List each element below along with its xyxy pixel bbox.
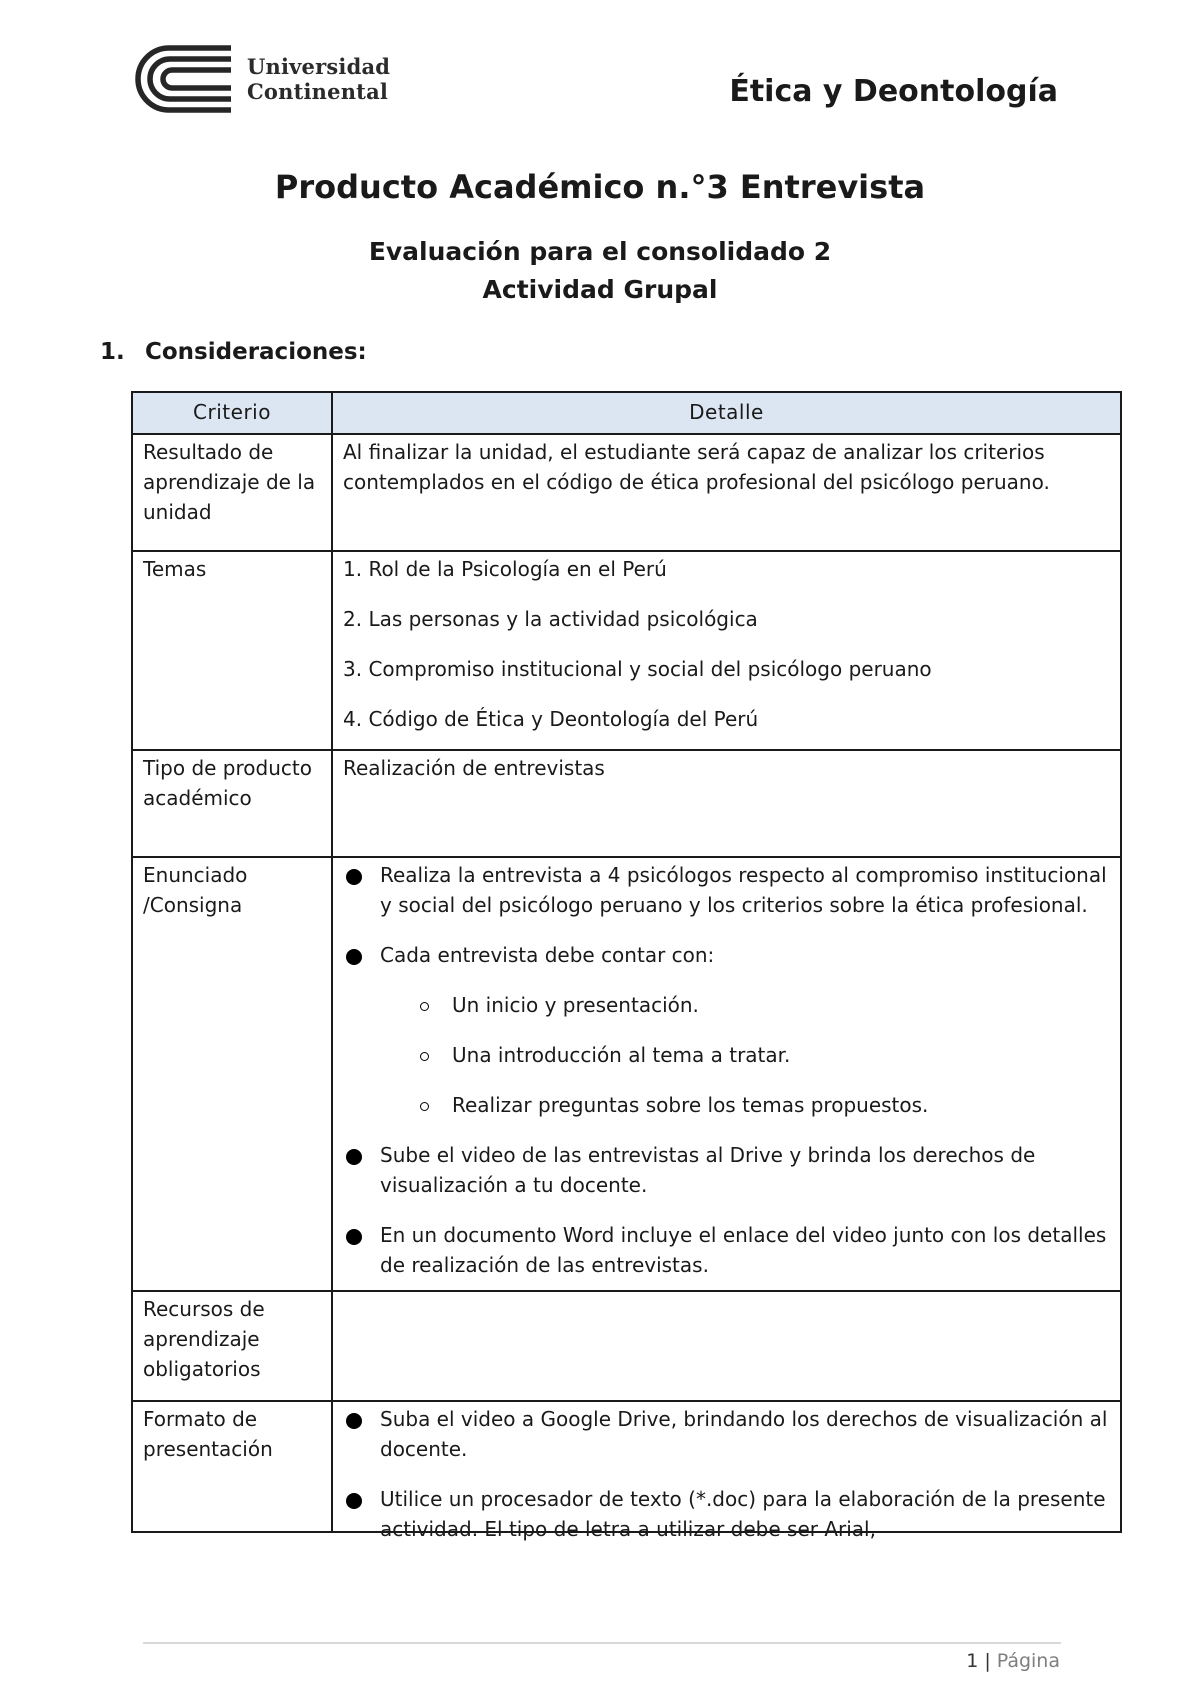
table-row (132, 1401, 1121, 1532)
continental-logo-icon (143, 44, 235, 114)
sub-bullet-text: Un inicio y presentación. (452, 993, 699, 1017)
criterio-cell: Enunciado /Consigna (132, 857, 332, 1291)
detalle-clip (343, 1404, 1110, 1541)
sub-list-item (416, 1040, 1110, 1070)
detalle-cell (332, 1291, 1121, 1401)
bullet-text: Realiza la entrevista a 4 psicólogos respecto al compromiso institucional y social del psicólogo peruano y los criterios sobre la ética profesional. (380, 863, 1107, 917)
criterio-cell: Resultado de aprendizaje de la unidad (132, 434, 332, 551)
sub-list-item (416, 1090, 1110, 1120)
criterio-cell: Recursos de aprendizaje obligatorios (132, 1291, 332, 1401)
table-row (132, 1291, 1121, 1401)
subtitle-line-1: Evaluación para el consolidado 2 (368, 237, 832, 266)
bullet-icon (346, 949, 362, 965)
detalle-cell (332, 1401, 1121, 1541)
university-logo (143, 44, 390, 114)
bullet-text: Cada entrevista debe contar con: (380, 943, 715, 967)
footer-divider (143, 1642, 1061, 1644)
circle-bullet-icon (420, 1052, 429, 1061)
tema-item: 3. Compromiso institucional y social del psicólogo peruano (343, 657, 932, 681)
list-item (343, 1484, 1110, 1544)
list-item (343, 1140, 1110, 1200)
document-title: Producto Académico n.°3 Entrevista (274, 168, 926, 206)
considerations-table (131, 391, 1122, 1541)
footer-separator: | (984, 1650, 991, 1672)
detalle-cell: Realización de entrevistas (332, 750, 1121, 857)
table-row (132, 551, 1121, 750)
header-detalle: Detalle (332, 392, 1121, 434)
bullet-icon (346, 1229, 362, 1245)
page-label: Página (996, 1650, 1060, 1672)
criterio-cell: Temas (132, 551, 332, 750)
bullet-text: En un documento Word incluye el enlace del video junto con los detalles de realización de las entrevistas. (380, 1223, 1107, 1277)
bullet-text: Sube el video de las entrevistas al Drive y brinda los derechos de visualización a tu docente. (380, 1143, 1036, 1197)
bullet-icon (346, 1413, 362, 1429)
criterio-cell: Formato de presentación (132, 1401, 332, 1532)
list-item (343, 1220, 1110, 1280)
bullet-list (343, 1404, 1110, 1544)
bullet-icon (346, 1149, 362, 1165)
document-subtitle (0, 233, 1200, 309)
logo-text (247, 54, 390, 104)
bullet-text: Utilice un procesador de texto (*.doc) para la elaboración de la presente actividad. El tipo de letra a utilizar debe ser Arial, (380, 1487, 1106, 1541)
bullet-icon (346, 869, 362, 885)
section-heading (100, 339, 367, 365)
logo-line-1: Universidad (247, 54, 391, 79)
tema-item: 4. Código de Ética y Deontología del Perú (343, 707, 759, 731)
criterio-cell: Tipo de producto académico (132, 750, 332, 857)
table-row (132, 434, 1121, 551)
detalle-cell (332, 551, 1121, 750)
sub-bullet-list (380, 990, 1110, 1120)
sub-bullet-text: Una introducción al tema a tratar. (452, 1043, 791, 1067)
list-item (343, 1404, 1110, 1464)
table-row (132, 857, 1121, 1291)
subtitle-line-2: Actividad Grupal (482, 275, 718, 304)
bullet-list (343, 860, 1110, 1280)
sub-list-item (416, 990, 1110, 1020)
list-item (343, 940, 1110, 1120)
circle-bullet-icon (420, 1102, 429, 1111)
sub-bullet-text: Realizar preguntas sobre los temas propuestos. (452, 1093, 929, 1117)
section-number: 1. (100, 339, 125, 365)
course-title: Ética y Deontología (729, 74, 1058, 109)
list-item (343, 860, 1110, 920)
header-criterio: Criterio (132, 392, 332, 434)
detalle-cell (332, 857, 1121, 1291)
table-header-row (132, 392, 1121, 434)
circle-bullet-icon (420, 1002, 429, 1011)
detalle-cell: Al finalizar la unidad, el estudiante será capaz de analizar los criterios contemplados en el código de ética profesional del psicólogo peruano. (332, 434, 1121, 551)
bullet-text: Suba el video a Google Drive, brindando los derechos de visualización al docente. (380, 1407, 1108, 1461)
tema-item: 2. Las personas y la actividad psicológica (343, 607, 758, 631)
section-label: Consideraciones: (145, 339, 367, 365)
table-row (132, 750, 1121, 857)
logo-line-2: Continental (247, 79, 389, 104)
page-footer (966, 1650, 1060, 1672)
bullet-icon (346, 1493, 362, 1509)
tema-item: 1. Rol de la Psicología en el Perú (343, 557, 667, 581)
page-number: 1 (966, 1650, 979, 1672)
